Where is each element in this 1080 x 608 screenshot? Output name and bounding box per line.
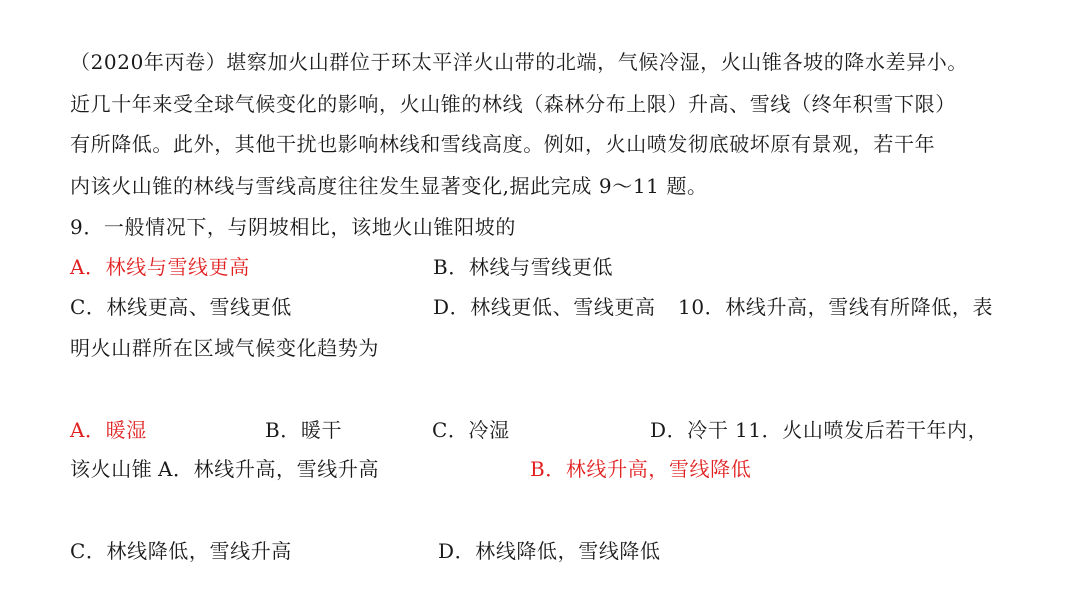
question-9-option-b: B．林线与雪线更低 bbox=[433, 255, 614, 279]
passage-line-2: 近几十年来受全球气候变化的影响，火山锥的林线（森林分布上限）升高、雪线（终年积雪下限） bbox=[70, 92, 956, 116]
passage-line-4: 内该火山锥的林线与雪线高度往往发生显著变化,据此完成 9～11 题。 bbox=[70, 174, 708, 198]
passage-line-3: 有所降低。此外，其他干扰也影响林线和雪线高度。例如，火山喷发彻底破坏原有景观，若干年 bbox=[70, 132, 936, 156]
question-10-option-d: D．冷干 bbox=[650, 418, 729, 442]
question-10-options-row bbox=[70, 416, 1030, 444]
passage-line-1: （2020年丙卷）堪察加火山群位于环太平洋火山带的北端，气候冷湿，火山锥各坡的降水差异小。 bbox=[70, 50, 968, 74]
question-9-options-row-1 bbox=[70, 253, 1030, 281]
question-11-option-b: B．林线升高，雪线降低 bbox=[530, 457, 752, 481]
question-9-options-row-2 bbox=[70, 293, 1030, 321]
question-10-stem: 10．林线升高，雪线有所降低，表 bbox=[678, 295, 994, 319]
question-11-stem: 11．火山喷发后若干年内， bbox=[735, 418, 989, 442]
question-11-row-2 bbox=[70, 537, 1030, 565]
question-9-option-d: D．林线更低、雪线更高 bbox=[433, 295, 656, 319]
question-11-row-1 bbox=[70, 455, 1030, 483]
question-11-option-a: A．林线升高，雪线升高 bbox=[158, 457, 380, 481]
question-11-option-c: C．林线降低，雪线升高 bbox=[70, 539, 292, 563]
question-11-stem-continued: 该火山锥 bbox=[70, 457, 153, 481]
question-9-option-c: C．林线更高、雪线更低 bbox=[70, 295, 292, 319]
question-9-option-a: A．林线与雪线更高 bbox=[70, 255, 250, 279]
question-11-option-d: D．林线降低，雪线降低 bbox=[438, 539, 661, 563]
question-10-option-b: B．暖干 bbox=[265, 418, 343, 442]
question-10-option-a: A．暖湿 bbox=[70, 418, 147, 442]
question-9-stem: 9．一般情况下，与阴坡相比，该地火山锥阳坡的 bbox=[70, 215, 516, 239]
question-10-option-c: C．冷湿 bbox=[432, 418, 510, 442]
question-10-stem-continued: 明火山群所在区域气候变化趋势为 bbox=[70, 336, 379, 360]
